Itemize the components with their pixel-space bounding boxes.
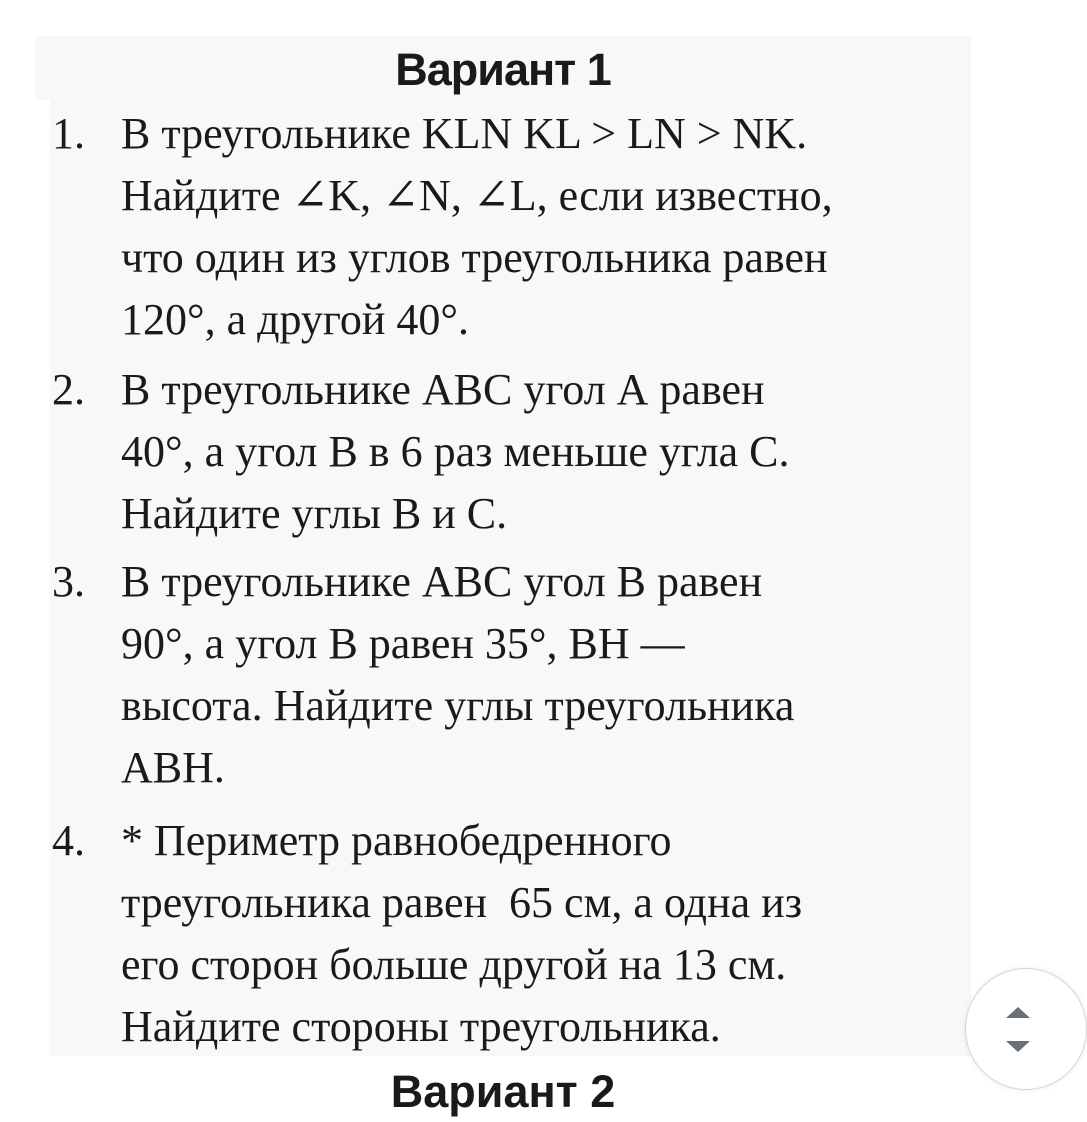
task-line: Найдите углы В и С.: [121, 489, 508, 538]
task-line: В треугольнике KLN KL > LN > NK.: [121, 109, 808, 158]
task-number: 4.: [52, 816, 85, 865]
task-line: что один из углов треугольника равен: [121, 233, 828, 282]
task-line: высота. Найдите углы треугольника: [121, 681, 795, 730]
task-line: * Периметр равнобедренного: [121, 816, 672, 865]
task-line: В треугольнике АВС угол В равен: [121, 557, 763, 606]
chevron-up-icon[interactable]: [1006, 1007, 1030, 1018]
task-line: Найдите стороны треугольника.: [121, 1002, 721, 1051]
task-line: 40°, а угол В в 6 раз меньше угла С.: [121, 427, 790, 476]
variant-title: Вариант 1: [395, 44, 611, 95]
task-line: 120°, а другой 40°.: [121, 295, 470, 344]
task-line: АВН.: [121, 743, 225, 792]
task-number: 3.: [52, 557, 85, 606]
task-line: его сторон больше другой на 13 см.: [121, 940, 787, 989]
scroll-control[interactable]: [965, 968, 1087, 1090]
next-variant-title: Вариант 2: [390, 1066, 616, 1117]
task-number: 1.: [52, 109, 85, 158]
task-number: 2.: [52, 365, 85, 414]
task-line: 90°, а угол В равен 35°, ВН —: [121, 619, 685, 668]
chevron-down-icon[interactable]: [1006, 1041, 1030, 1052]
task-line: треугольника равен 65 см, а одна из: [121, 878, 803, 927]
task-line: В треугольнике АВС угол А равен: [121, 365, 765, 414]
task-line: Найдите ∠K, ∠N, ∠L, если известно,: [121, 171, 833, 220]
